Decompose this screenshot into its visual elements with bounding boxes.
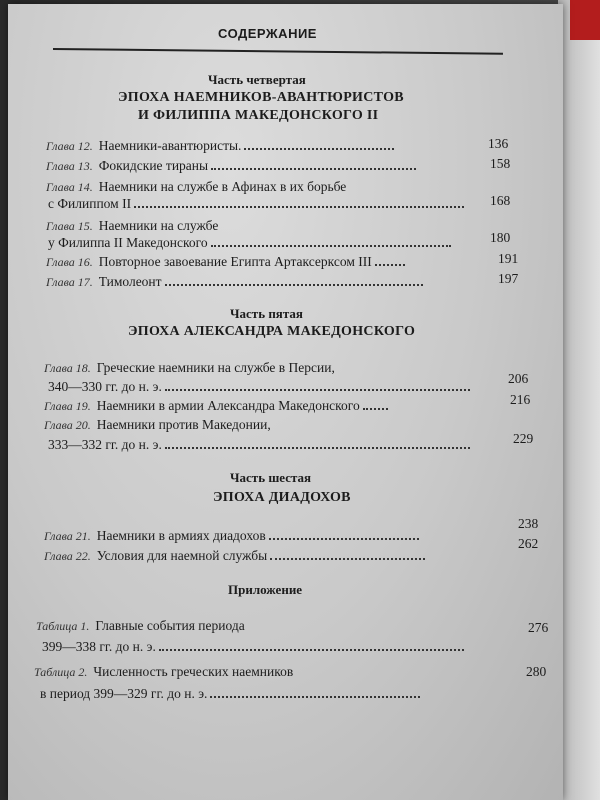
toc-entry-table2	[34, 664, 293, 680]
table-title: Численность греческих наемников	[93, 664, 294, 679]
page-number: 206	[508, 371, 529, 386]
chapter-title: Повторное завоевание Египта Артаксерксом III	[98, 254, 372, 269]
chapter-label: Глава 19.	[44, 399, 91, 413]
table-label: Таблица 1.	[36, 619, 90, 633]
page-number: 158	[490, 156, 511, 171]
chapter-title: Наемники в армии Александра Македонского	[96, 398, 360, 413]
toc-entry-table2-cont	[40, 686, 423, 702]
table-label: Таблица 2.	[34, 665, 88, 679]
chapter-label: Глава 12.	[46, 139, 93, 153]
toc-entry-ch19	[44, 398, 391, 414]
chapter-label: Глава 20.	[44, 418, 91, 432]
part4-title-line2: И ФИЛИППА МАКЕДОНСКОГО II	[138, 108, 379, 123]
toc-entry-ch17	[46, 274, 426, 290]
appendix-heading: Приложение	[228, 582, 303, 597]
part5-heading: Часть пятая	[230, 306, 303, 321]
table-title: Главные события периода	[95, 618, 245, 633]
chapter-title: Греческие наемники на службе в Персии,	[96, 360, 335, 375]
chapter-label: Глава 21.	[44, 529, 91, 543]
adjacent-page-edge	[558, 0, 600, 800]
chapter-title: Наемники на службе в Афинах в их борьбе	[98, 179, 347, 194]
chapter-title: Наемники-авантюристы.	[98, 138, 242, 153]
chapter-label: Глава 13.	[46, 159, 93, 173]
toc-entry-ch16	[46, 254, 408, 270]
page-number: 136	[488, 136, 509, 151]
chapter-label: Глава 14.	[46, 180, 93, 194]
part4-heading: Часть четвертая	[208, 72, 306, 87]
toc-entry-table1-cont	[42, 639, 467, 655]
page-number: 191	[498, 251, 519, 266]
chapter-label: Глава 22.	[44, 549, 91, 563]
chapter-label: Глава 17.	[46, 275, 93, 289]
part6-title: ЭПОХА ДИАДОХОВ	[213, 490, 351, 505]
chapter-title-cont: 333—332 гг. до н. э.	[48, 437, 162, 452]
chapter-title: Наемники в армиях диадохов	[96, 528, 266, 543]
page-header-title: СОДЕРЖАНИЕ	[218, 26, 317, 41]
chapter-title-cont: у Филиппа II Македонского	[48, 235, 208, 250]
page-number: 197	[498, 271, 519, 286]
toc-entry-ch22	[44, 548, 428, 564]
page-number: 238	[518, 516, 539, 531]
chapter-title: Наемники на службе	[98, 218, 219, 233]
chapter-title: Тимолеонт	[98, 274, 162, 289]
toc-entry-ch13	[46, 158, 419, 174]
red-book-corner	[570, 0, 600, 40]
chapter-title-cont: с Филиппом II	[48, 196, 132, 211]
chapter-label: Глава 15.	[46, 219, 93, 233]
page-number: 276	[528, 620, 549, 635]
toc-entry-ch21	[44, 528, 422, 544]
toc-entry-ch14-cont	[48, 196, 467, 212]
page-number: 168	[490, 193, 511, 208]
chapter-label: Глава 16.	[46, 255, 93, 269]
table-title-cont: в период 399—329 гг. до н. э.	[40, 686, 208, 701]
part6-heading: Часть шестая	[230, 470, 312, 485]
page-number: 229	[513, 431, 534, 446]
page-number: 216	[510, 392, 531, 407]
chapter-label: Глава 18.	[44, 361, 91, 375]
toc-entry-table1	[36, 618, 245, 634]
header-rule	[53, 48, 503, 55]
page-number: 180	[490, 230, 511, 245]
toc-entry-ch14	[46, 179, 346, 195]
toc-entry-ch20	[44, 417, 271, 433]
chapter-title: Условия для наемной службы	[96, 548, 268, 563]
chapter-title-cont: 340—330 гг. до н. э.	[48, 379, 162, 394]
toc-entry-ch15	[46, 218, 218, 234]
chapter-title: Фокидские тираны	[98, 158, 209, 173]
book-page	[8, 4, 563, 800]
table-title-cont: 399—338 гг. до н. э.	[42, 639, 156, 654]
chapter-title: Наемники против Македонии,	[96, 417, 271, 432]
toc-entry-ch18	[44, 360, 335, 376]
toc-entry-ch18-cont	[48, 379, 473, 395]
page-number: 262	[518, 536, 539, 551]
toc-entry-ch12	[46, 138, 397, 154]
toc-entry-ch20-cont	[48, 437, 473, 453]
page-number: 280	[526, 664, 547, 679]
part4-title-line1: ЭПОХА НАЕМНИКОВ-АВАНТЮРИСТОВ	[118, 90, 404, 105]
toc-entry-ch15-cont	[48, 235, 454, 251]
part5-title: ЭПОХА АЛЕКСАНДРА МАКЕДОНСКОГО	[128, 324, 416, 339]
